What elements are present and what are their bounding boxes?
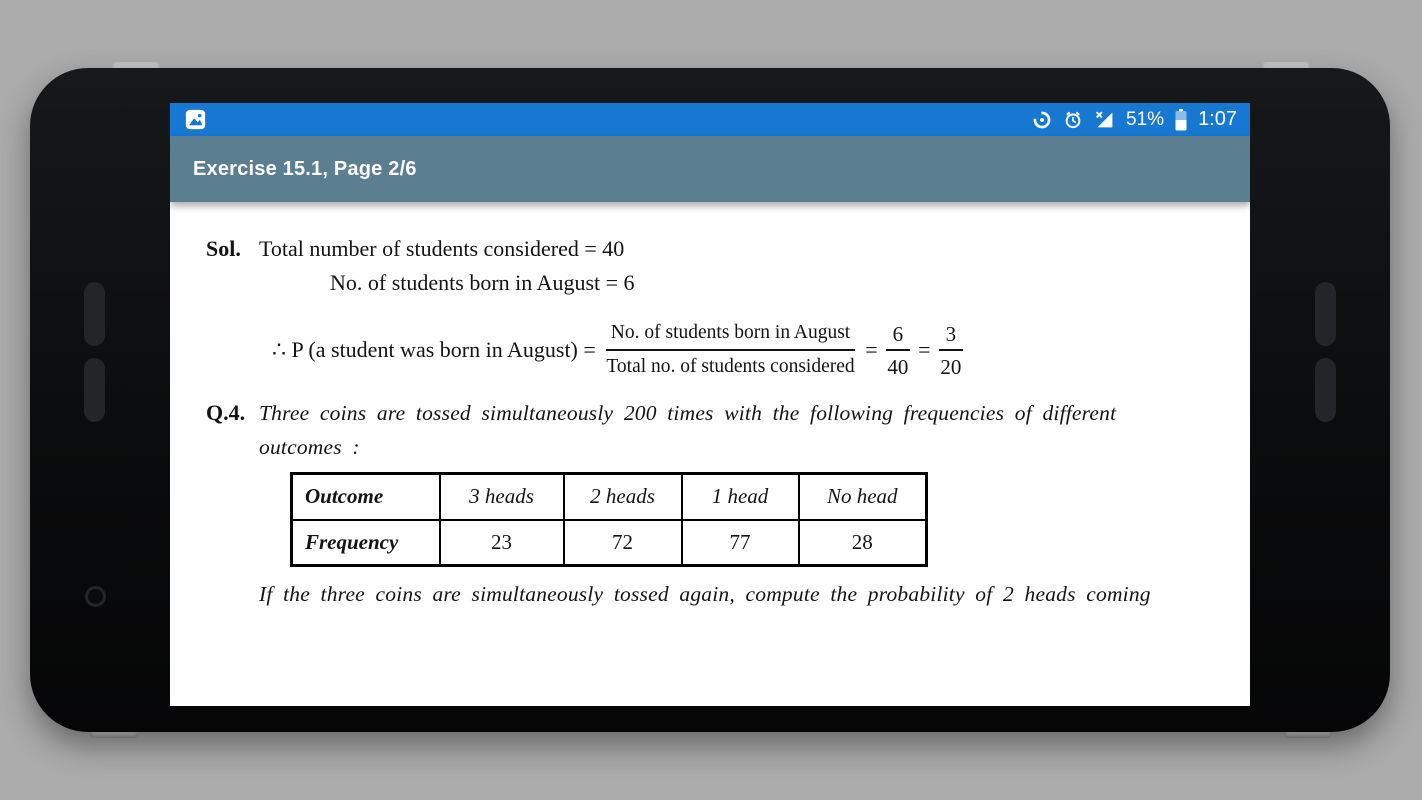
fraction-words-denominator: Total no. of students considered bbox=[606, 356, 855, 377]
table-cell: Frequency bbox=[292, 520, 440, 566]
fraction-6-40-numerator: 6 bbox=[886, 321, 911, 351]
equals-sign-2: = bbox=[918, 337, 931, 362]
q4-text-2: outcomes : bbox=[259, 435, 360, 459]
signal-no-internet-icon bbox=[1094, 109, 1115, 130]
fraction-words bbox=[606, 320, 855, 380]
bezel-speaker-right-top bbox=[1315, 282, 1336, 346]
frequency-table bbox=[290, 472, 928, 567]
fraction-6-40 bbox=[886, 321, 911, 380]
phone-screen bbox=[170, 103, 1250, 706]
table-cell: 1 head bbox=[682, 474, 799, 520]
table-cell: No head bbox=[799, 474, 927, 520]
phone-frame bbox=[30, 68, 1390, 732]
question-4-line-1 bbox=[206, 396, 1230, 430]
solution-line-2 bbox=[330, 266, 1230, 300]
table-cell: 28 bbox=[799, 520, 927, 566]
table-cell: 77 bbox=[682, 520, 799, 566]
table-row-frequency bbox=[292, 520, 927, 566]
q4-footer-text: If the three coins are simultaneously tossed again, compute the probability of 2 heads coming bbox=[259, 582, 1151, 606]
fraction-3-20-denominator: 20 bbox=[940, 354, 962, 379]
bezel-speaker-left-top bbox=[84, 282, 105, 346]
table-row-outcome bbox=[292, 474, 927, 520]
gallery-icon bbox=[185, 109, 206, 130]
clock-time: 1:07 bbox=[1198, 108, 1237, 130]
status-bar bbox=[170, 103, 1250, 136]
table-cell: 2 heads bbox=[564, 474, 682, 520]
solution-line-1 bbox=[206, 232, 1230, 266]
question-4-footer bbox=[259, 577, 1230, 611]
fraction-3-20-numerator: 3 bbox=[939, 321, 964, 351]
app-toolbar bbox=[170, 136, 1250, 202]
document-page bbox=[170, 202, 1250, 611]
equals-sign-1: = bbox=[865, 337, 878, 362]
data-saver-icon bbox=[1032, 110, 1052, 130]
bezel-speaker-left-bottom bbox=[84, 358, 105, 422]
fraction-words-numerator: No. of students born in August bbox=[606, 320, 855, 351]
status-bar-right bbox=[1032, 108, 1237, 131]
table-cell: Outcome bbox=[292, 474, 440, 520]
sol-text-2: No. of students born in August = 6 bbox=[330, 270, 635, 295]
table-cell: 3 heads bbox=[440, 474, 564, 520]
sol-label: Sol. bbox=[206, 236, 241, 261]
alarm-icon bbox=[1063, 110, 1083, 130]
battery-percent: 51% bbox=[1126, 108, 1165, 130]
fraction-6-40-denominator: 40 bbox=[887, 354, 909, 379]
bezel-speaker-right-bottom bbox=[1315, 358, 1336, 422]
question-4-line-2 bbox=[259, 430, 1230, 464]
sol-text-1: Total number of students considered = 40 bbox=[259, 236, 625, 261]
battery-icon bbox=[1175, 109, 1187, 131]
table-cell: 72 bbox=[564, 520, 682, 566]
fraction-3-20 bbox=[939, 321, 964, 380]
probability-equation bbox=[272, 320, 1230, 380]
equation-prefix: ∴ P (a student was born in August) = bbox=[272, 337, 596, 362]
page-title: Exercise 15.1, Page 2/6 bbox=[193, 157, 417, 180]
front-camera bbox=[85, 586, 106, 607]
table-cell: 23 bbox=[440, 520, 564, 566]
page-viewer[interactable] bbox=[170, 202, 1250, 706]
q4-text-1: Three coins are tossed simultaneously 200 times with the following frequencies of different bbox=[259, 401, 1117, 425]
q4-label: Q.4. bbox=[206, 400, 246, 425]
